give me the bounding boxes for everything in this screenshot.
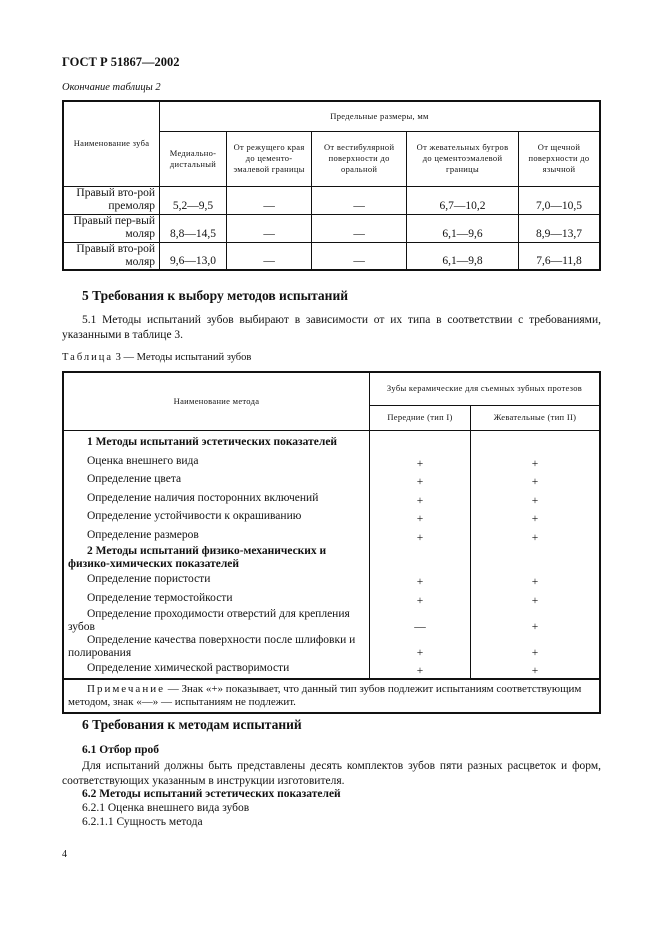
applicability-mark: + — [370, 471, 471, 490]
document-header: ГОСТ Р 51867—2002 — [62, 55, 180, 69]
table-row — [63, 526, 600, 545]
table-row — [63, 242, 600, 270]
table-row — [63, 471, 600, 490]
applicability-mark: + — [471, 634, 601, 660]
caption-label: Таблица — [62, 352, 114, 363]
col-header: От щечной поверхности до язычной — [518, 131, 600, 186]
cell-value: 7,6—11,8 — [518, 242, 600, 270]
applicability-mark: + — [370, 526, 471, 545]
table-2 — [62, 100, 601, 271]
table-row — [63, 571, 600, 590]
method-name: Определение качества поверхности после шлифовки и полирования — [63, 634, 370, 660]
applicability-mark — [370, 430, 471, 452]
table-row — [63, 608, 600, 634]
section6-heading: 6 Требования к методам испытаний — [82, 717, 302, 732]
col-header: От жевательных бугров до цементоэмалевой границы — [407, 131, 519, 186]
col-header-method: Наименование метода — [63, 372, 370, 430]
col-header: Медиально-дистальный — [160, 131, 227, 186]
page-number: 4 — [62, 849, 67, 860]
group-heading: 1 Методы испытаний эстетических показателей — [63, 430, 370, 452]
cell-value: — — [227, 214, 312, 242]
applicability-mark: + — [471, 660, 601, 680]
applicability-mark: + — [370, 489, 471, 508]
table3-caption — [62, 352, 251, 363]
applicability-mark — [471, 430, 601, 452]
cell-value: — — [227, 186, 312, 214]
table-row — [63, 430, 600, 452]
col-header-type1: Передние (тип I) — [370, 405, 471, 430]
applicability-mark: + — [471, 471, 601, 490]
method-name: Определение термостойкости — [63, 589, 370, 608]
caption-text: 3 — Методы испытаний зубов — [113, 352, 252, 363]
applicability-mark: + — [370, 634, 471, 660]
cell-value: — — [312, 186, 407, 214]
note-label: Примечание — [87, 683, 165, 695]
cell-value: 8,9—13,7 — [518, 214, 600, 242]
col-header-name: Наименование зуба — [63, 101, 160, 186]
applicability-mark: + — [370, 452, 471, 471]
method-name: Определение пористости — [63, 571, 370, 590]
table-row — [63, 589, 600, 608]
table-row — [63, 634, 600, 660]
method-name: Определение химической растворимости — [63, 660, 370, 680]
method-name: Оценка внешнего вида — [63, 452, 370, 471]
cell-value: 8,8—14,5 — [160, 214, 227, 242]
tooth-name: Правый пер-вый моляр — [63, 214, 160, 242]
cell-value: 6,7—10,2 — [407, 186, 519, 214]
subsection-6-2: 6.2 Методы испытаний эстетических показателей — [82, 788, 341, 800]
group-header: Зубы керамические для съемных зубных протезов — [370, 372, 601, 405]
cell-value: 6,1—9,6 — [407, 214, 519, 242]
method-name: Определение устойчивости к окрашиванию — [63, 508, 370, 527]
table-row — [63, 545, 600, 571]
cell-value: 9,6—13,0 — [160, 242, 227, 270]
subsection-6-2-1-1: 6.2.1.1 Сущность метода — [82, 816, 203, 828]
applicability-mark: + — [370, 508, 471, 527]
applicability-mark — [471, 545, 601, 571]
applicability-mark: + — [471, 489, 601, 508]
method-name: Определение проходимости отверстий для крепления зубов — [63, 608, 370, 634]
subsection-6-1: 6.1 Отбор проб — [82, 744, 159, 756]
group-heading: 2 Методы испытаний физико-механических и физико-химических показателей — [63, 545, 370, 571]
applicability-mark: + — [471, 526, 601, 545]
applicability-mark: + — [471, 608, 601, 634]
applicability-mark: + — [370, 660, 471, 680]
cell-value: — — [227, 242, 312, 270]
applicability-mark: — — [370, 608, 471, 634]
method-name: Определение размеров — [63, 526, 370, 545]
table-row — [63, 508, 600, 527]
applicability-mark — [370, 545, 471, 571]
table-row — [63, 214, 600, 242]
table-note — [63, 679, 600, 713]
method-name: Определение цвета — [63, 471, 370, 490]
note-text: — Знак «+» показывает, что данный тип зубов подлежит испытаниям соответствующим методом, знак «—» — испытаниям не подлежит. — [68, 683, 582, 708]
table-row — [63, 452, 600, 471]
col-header: От режущего края до цементо-эмалевой границы — [227, 131, 312, 186]
applicability-mark: + — [471, 589, 601, 608]
applicability-mark: + — [471, 508, 601, 527]
para-6-1: Для испытаний должны быть представлены десять комплектов зубов пяти разных расцветок и форм, соответствующих указанным в инструкции изготовителя. — [62, 760, 601, 787]
col-header: От вестибулярной поверхности до оральной — [312, 131, 407, 186]
cell-value: — — [312, 214, 407, 242]
subsection-6-2-1: 6.2.1 Оценка внешнего вида зубов — [82, 802, 250, 814]
section5-heading: 5 Требования к выбору методов испытаний — [82, 288, 349, 303]
table-row — [63, 186, 600, 214]
table-row — [63, 660, 600, 680]
applicability-mark: + — [471, 452, 601, 471]
table-row — [63, 489, 600, 508]
group-header: Предельные размеры, мм — [160, 101, 601, 131]
section5-para: 5.1 Методы испытаний зубов выбирают в зависимости от их типа в соответствии с требованиями, указанными в таблице 3. — [62, 314, 601, 341]
applicability-mark: + — [370, 571, 471, 590]
tooth-name: Правый вто-рой моляр — [63, 242, 160, 270]
method-name: Определение наличия посторонних включений — [63, 489, 370, 508]
table2-continuation: Окончание таблицы 2 — [62, 82, 161, 93]
col-header-type2: Жевательные (тип II) — [471, 405, 601, 430]
applicability-mark: + — [370, 589, 471, 608]
cell-value: 7,0—10,5 — [518, 186, 600, 214]
table-3 — [62, 371, 601, 714]
cell-value: — — [312, 242, 407, 270]
applicability-mark: + — [471, 571, 601, 590]
cell-value: 6,1—9,8 — [407, 242, 519, 270]
tooth-name: Правый вто-рой премоляр — [63, 186, 160, 214]
cell-value: 5,2—9,5 — [160, 186, 227, 214]
